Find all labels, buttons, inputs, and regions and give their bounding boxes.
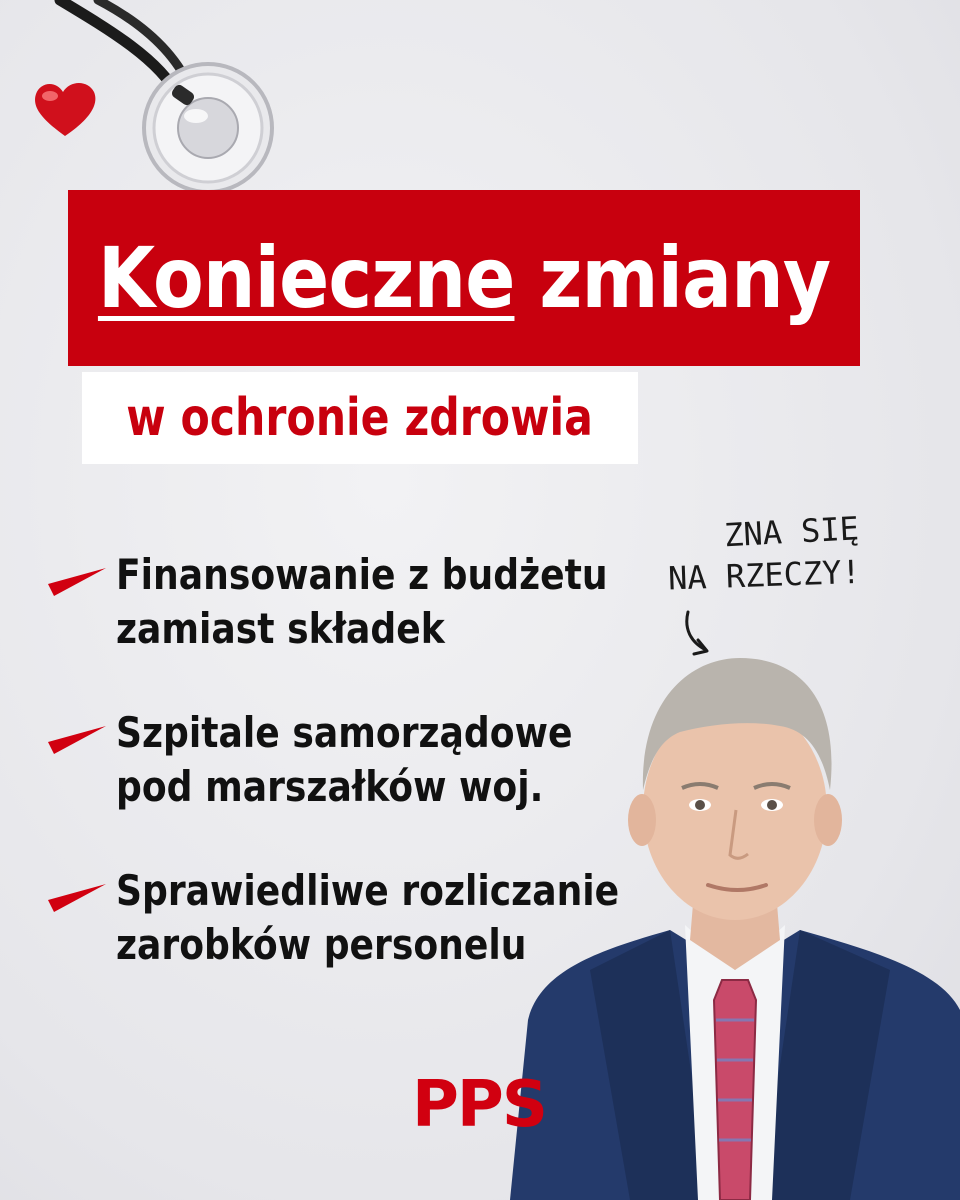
bullet-arrow-icon — [48, 724, 106, 754]
bullet-line: Finansowanie z budżetu — [116, 550, 608, 599]
bullet-line: Sprawiedliwe rozliczanie — [116, 866, 620, 915]
bullet-text — [116, 706, 572, 814]
bullet-line: pod marszałków woj. — [116, 762, 544, 811]
heart-icon — [30, 78, 100, 140]
subheadline: w ochronie zdrowia — [126, 388, 594, 448]
party-logo: PPS — [412, 1068, 546, 1142]
headline-banner — [68, 190, 860, 366]
subheadline-banner — [82, 372, 638, 464]
bullet-line: zamiast składek — [116, 604, 445, 653]
handwritten-note — [668, 508, 928, 596]
note-line: ZNA SIĘ — [723, 509, 860, 555]
bullet-line: zarobków personelu — [116, 920, 527, 969]
bullet-arrow-icon — [48, 566, 106, 596]
headline-word: zmiany — [539, 229, 831, 327]
note-line: NA RZECZY! — [667, 552, 862, 598]
headline — [98, 229, 830, 327]
headline-word-underlined: Konieczne — [97, 229, 515, 327]
person-photo — [510, 640, 960, 1200]
bullet-arrow-icon — [48, 882, 106, 912]
bullet-line: Szpitale samorządowe — [116, 708, 573, 757]
